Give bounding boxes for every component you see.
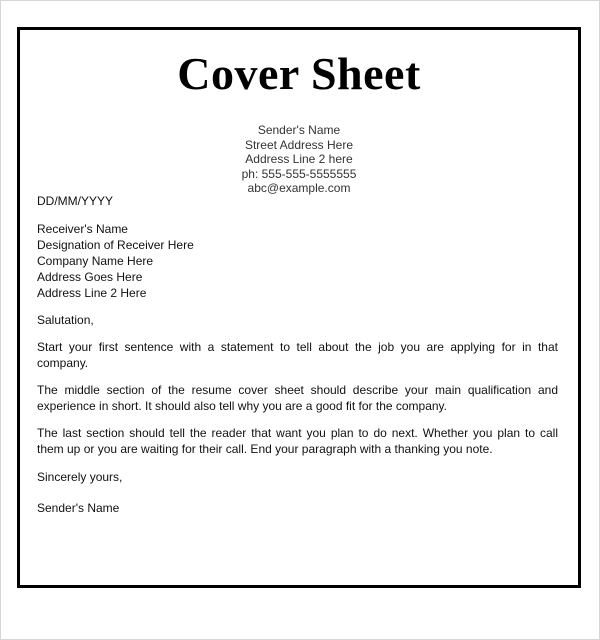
letter-date: DD/MM/YYYY (37, 194, 114, 208)
sender-name: Sender's Name (257, 123, 341, 137)
sender-address-line-2: Address Line 2 here (245, 152, 353, 166)
salutation: Salutation, (37, 313, 94, 327)
signature-name: Sender's Name (37, 501, 120, 515)
closing-line: Sincerely yours, (37, 470, 123, 484)
receiver-address-block (37, 221, 558, 301)
sender-address-block (20, 123, 578, 196)
sender-email: abc@example.com (247, 181, 351, 195)
sender-street: Street Address Here (244, 137, 354, 152)
receiver-company: Company Name Here (37, 254, 154, 268)
receiver-address-line-2: Address Line 2 Here (37, 286, 147, 300)
paragraph-middle: The middle section of the resume cover sheet should describe your main qualification and experience in short. It should also tell why you are a good fit for the company. (37, 383, 558, 413)
receiver-address: Address Goes Here (37, 270, 143, 284)
paragraph-closing: The last section should tell the reader that want you plan to do next. Whether you plan to call them up or you are waiting for their call. End your paragraph with a thanking you note. (37, 426, 558, 456)
receiver-name: Receiver's Name (37, 222, 128, 236)
sender-phone: ph: 555-555-5555555 (241, 166, 357, 181)
page-title: Cover Sheet (177, 48, 421, 99)
receiver-designation: Designation of Receiver Here (37, 238, 194, 252)
paragraph-intro: Start your first sentence with a statement to tell about the job you are applying for in that company. (37, 340, 558, 370)
cover-sheet-border (17, 27, 581, 588)
